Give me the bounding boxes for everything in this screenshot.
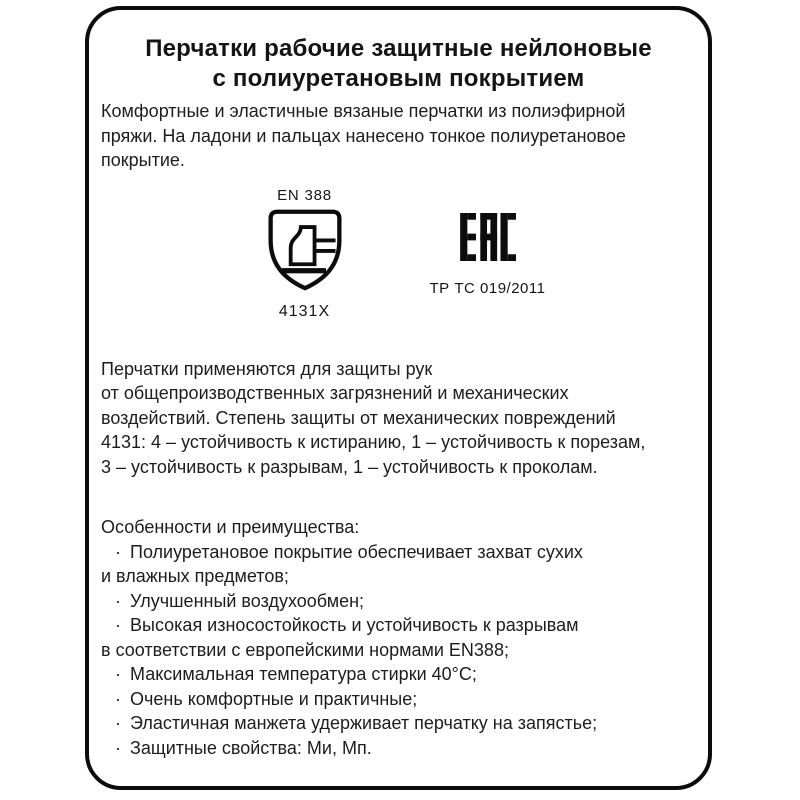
en388-mechanical-hazard-shield-icon — [261, 207, 349, 291]
list-item — [101, 687, 696, 712]
list-item-text: Очень комфортные и практичные; — [130, 688, 418, 709]
usage-paragraph — [101, 357, 696, 480]
bullet-icon: · — [115, 688, 121, 709]
en388-certification — [235, 188, 375, 320]
eac-regulation: ТР ТС 019/2011 — [429, 279, 546, 297]
bullet-icon: · — [115, 737, 121, 758]
list-item — [101, 662, 696, 687]
page-title-line-2: с полиуретановым покрытием — [212, 65, 585, 92]
list-item-continuation: в соответствии с европейскими нормами EN388; — [101, 639, 509, 660]
certification-badges — [101, 188, 696, 320]
usage-line: воздействий. Степень защиты от механических повреждений — [101, 407, 616, 428]
usage-line: Перчатки применяются для защиты рук — [101, 358, 433, 379]
intro-line: Комфортные и эластичные вязаные перчатки из полиэфирной — [101, 101, 626, 121]
list-item-text: Эластичная манжета удерживает перчатку на запястье; — [130, 713, 598, 733]
list-item — [101, 613, 696, 638]
en388-rating: 4131X — [278, 302, 331, 320]
bullet-icon: · — [115, 541, 121, 562]
usage-line: 3 – устойчивость к разрывам, 1 – устойчивость к проколам. — [101, 456, 598, 477]
list-item — [101, 589, 696, 614]
intro-line: покрытие. — [101, 150, 185, 170]
intro-line: пряжи. На ладони и пальцах нанесено тонкое полиуретановое — [101, 125, 626, 146]
features-section — [101, 515, 696, 760]
list-item-text: Защитные свойства: Ми, Мп. — [130, 737, 372, 758]
features-heading: Особенности и преимущества: — [101, 517, 360, 537]
list-item — [101, 540, 696, 565]
usage-line: от общепроизводственных загрязнений и механических — [101, 383, 569, 403]
product-info-card — [85, 6, 712, 790]
intro-paragraph — [101, 99, 696, 173]
list-item-text: Полиуретановое покрытие обеспечивает захват сухих — [130, 541, 583, 562]
list-item-text: Улучшенный воздухообмен; — [130, 590, 365, 611]
bullet-icon: · — [115, 615, 121, 635]
eac-certification — [413, 213, 563, 297]
page-title-line-1: Перчатки рабочие защитные нейлоновые — [145, 35, 652, 62]
bullet-icon: · — [115, 713, 121, 733]
bullet-icon: · — [115, 590, 121, 611]
page-title — [101, 34, 696, 94]
list-item — [101, 736, 696, 761]
list-item-text: Высокая износостойкость и устойчивость к разрывам — [130, 615, 579, 635]
usage-line: 4131: 4 – устойчивость к истиранию, 1 – устойчивость к порезам, — [101, 432, 646, 452]
list-item — [101, 711, 696, 736]
list-item-continuation: и влажных предметов; — [101, 566, 289, 586]
bullet-icon: · — [115, 664, 121, 684]
eac-conformity-mark-icon — [460, 213, 516, 261]
list-item-text: Максимальная температура стирки 40°С; — [130, 664, 477, 684]
en388-label: EN 388 — [277, 186, 332, 204]
